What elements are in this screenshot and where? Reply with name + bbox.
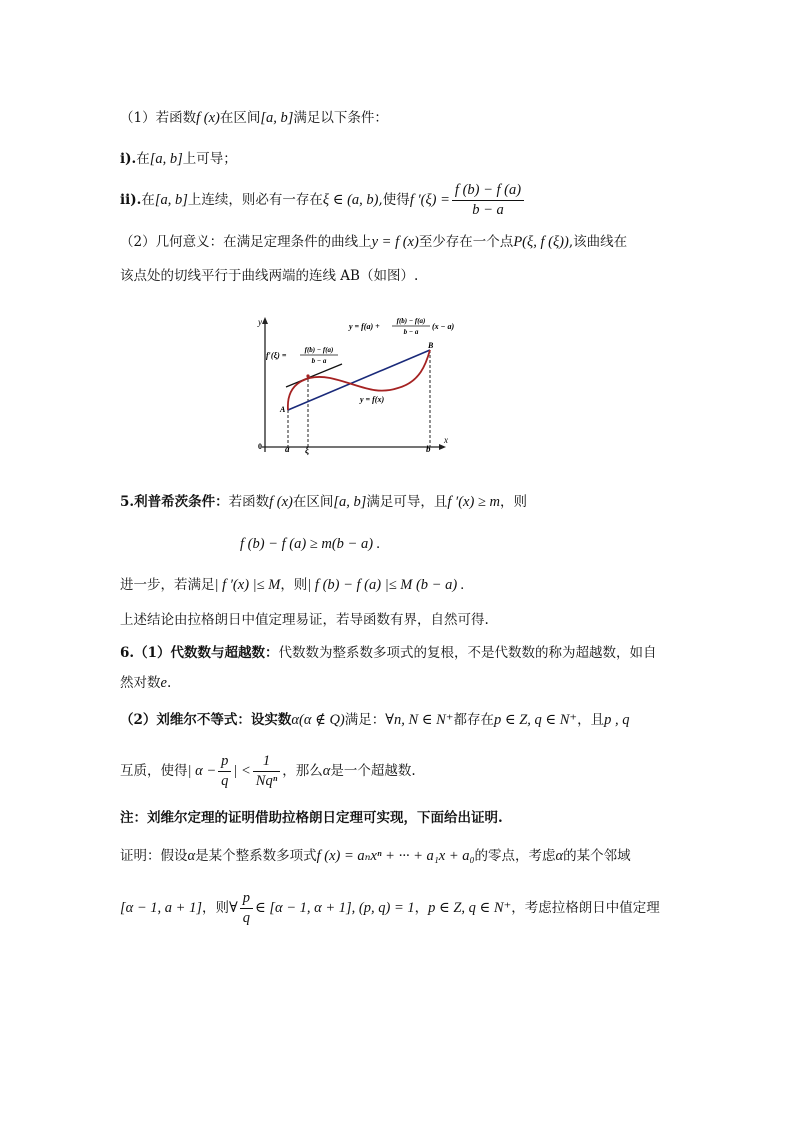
text: 若函数 bbox=[228, 494, 270, 510]
math-poly: f (x) = aₙxⁿ + ··· + a₁x + a₀ bbox=[316, 848, 475, 864]
text: 在 bbox=[141, 192, 155, 208]
text: 满足可导，且 bbox=[366, 494, 448, 510]
tangent-frac-num: f(b) − f(a) bbox=[304, 346, 334, 354]
text: （1）若函数 bbox=[120, 110, 197, 126]
text: . bbox=[166, 675, 172, 691]
mean-value-figure bbox=[256, 312, 456, 458]
para-proof-start bbox=[120, 846, 631, 866]
math-cond: ∈ [α − 1, α + 1], (p, q) = 1 bbox=[254, 900, 415, 916]
text: 在 bbox=[136, 151, 150, 167]
fraction-pq bbox=[218, 752, 231, 791]
text: 上可导； bbox=[182, 151, 237, 167]
tangent-line bbox=[286, 364, 342, 387]
para-liouville-note bbox=[120, 808, 503, 828]
math-fprime: f ′(ξ) = bbox=[409, 192, 450, 208]
text: 然对数 bbox=[120, 675, 161, 691]
text: ，则 bbox=[201, 900, 229, 916]
para-lipschitz bbox=[120, 492, 527, 512]
text: 进一步，若满足 bbox=[120, 577, 215, 593]
tangent-frac-den: b − a bbox=[311, 357, 327, 365]
point-a-label: A bbox=[280, 405, 286, 414]
fraction-pq bbox=[240, 889, 253, 928]
math-abs-close: | < bbox=[233, 763, 251, 779]
text: ，则 bbox=[280, 577, 308, 593]
math-alpha: α bbox=[187, 848, 196, 864]
para-lipschitz-result bbox=[240, 534, 380, 554]
text: ，且 bbox=[577, 712, 605, 728]
para-algebraic-numbers bbox=[120, 643, 657, 663]
para-geometric-meaning bbox=[120, 232, 627, 252]
text: ，那么 bbox=[282, 763, 323, 779]
math-pq: p , q bbox=[604, 712, 630, 728]
fraction bbox=[452, 181, 524, 220]
curve-label: y = f(x) bbox=[360, 395, 385, 404]
text: 代数数为整系数多项式的复根，不是代数数的称为超越数，如自 bbox=[278, 645, 657, 661]
frac-den: q bbox=[242, 910, 250, 926]
math-cond: p ∈ Z, q ∈ N⁺ bbox=[493, 712, 578, 728]
secant-tail: (x − a) bbox=[432, 322, 455, 331]
math-xi: ξ ∈ (a, b) bbox=[322, 192, 379, 208]
text: 满足以下条件： bbox=[293, 110, 388, 126]
math-alpha: α bbox=[555, 848, 564, 864]
tangent-point bbox=[306, 374, 309, 377]
point-b-label: B bbox=[428, 341, 434, 350]
fraction-bound bbox=[253, 752, 281, 791]
text: 至少存在一个点 bbox=[418, 234, 514, 250]
math-abs-open: | α − bbox=[187, 763, 217, 779]
math-e: e bbox=[160, 675, 167, 691]
math-cond: f ′(x) ≥ m bbox=[447, 494, 500, 510]
y-axis-arrow bbox=[262, 317, 268, 324]
text: （2）刘维尔不等式：设实数 bbox=[120, 712, 292, 728]
math-alpha: α bbox=[322, 763, 331, 779]
section-title: （1）代数数与超越数： bbox=[134, 645, 279, 661]
text: ， bbox=[414, 900, 429, 916]
frac-num: p bbox=[218, 752, 231, 772]
para-liouville bbox=[120, 710, 629, 730]
text: 在区间 bbox=[219, 110, 261, 126]
math-eq: | f (b) − f (a) |≤ M (b − a) . bbox=[307, 577, 465, 593]
text: 在区间 bbox=[292, 494, 334, 510]
axis-y-label: y bbox=[258, 317, 262, 327]
para-lipschitz-bounded bbox=[120, 575, 464, 595]
section-title: 利普希茨条件： bbox=[134, 494, 229, 510]
para-liouville-inequality bbox=[120, 752, 416, 791]
para-tangent-parallel bbox=[120, 266, 418, 286]
text: ,使得 bbox=[378, 192, 410, 208]
text: ，考虑拉格朗日中值定理 bbox=[511, 900, 660, 916]
text: 注：刘维尔定理的证明借助拉格朗日定理可实现，下面给出证明. bbox=[120, 810, 503, 826]
text: 互质，使得 bbox=[120, 763, 188, 779]
math-interval: [a, b] bbox=[260, 110, 294, 126]
frac-den: q bbox=[221, 773, 229, 789]
secant-frac-num: f(b) − f(a) bbox=[396, 317, 426, 325]
text: 都存在 bbox=[453, 712, 494, 728]
text: 上述结论由拉格朗日中值定理易证，若导函数有界，自然可得. bbox=[120, 612, 489, 628]
text: 该点处的切线平行于曲线两端的连线 AB（如图）. bbox=[120, 268, 419, 284]
text: 是一个超越数. bbox=[330, 763, 416, 779]
label-i: i). bbox=[120, 151, 137, 167]
text: ,该曲线在 bbox=[568, 234, 628, 250]
axis-x-label: x bbox=[444, 435, 448, 445]
para-condition-ii bbox=[120, 181, 526, 220]
math-interval: [a, b] bbox=[149, 151, 183, 167]
tick-a-label: a bbox=[285, 444, 290, 454]
text: ，则 bbox=[500, 494, 527, 510]
frac-num: p bbox=[240, 889, 253, 909]
label-ii: ii). bbox=[120, 192, 142, 208]
frac-num: f (b) − f (a) bbox=[452, 181, 524, 201]
tick-b-label: b bbox=[426, 444, 431, 454]
tangent-label: f′(ξ) = bbox=[266, 351, 287, 360]
tick-xi-label: ξ bbox=[305, 445, 310, 455]
math-forall: ∀ bbox=[228, 900, 238, 916]
math-cond2: p ∈ Z, q ∈ N⁺ bbox=[428, 900, 512, 916]
text: 的零点，考虑 bbox=[474, 848, 556, 864]
para-condition-i bbox=[120, 149, 237, 169]
math-interval: [α − 1, a + 1] bbox=[120, 900, 202, 916]
secant-frac-den: b − a bbox=[403, 328, 419, 336]
secant-label: y = f(a) + bbox=[349, 322, 380, 331]
math-interval: [a, b] bbox=[333, 494, 367, 510]
text: 上连续，则必有一存在 bbox=[187, 192, 323, 208]
frac-den: Nqⁿ bbox=[255, 773, 278, 789]
math-alpha: α(α ∉ Q) bbox=[291, 712, 345, 728]
text: 是某个整系数多项式 bbox=[195, 848, 317, 864]
math-cond: | f ′(x) |≤ M bbox=[214, 577, 281, 593]
text: （2）几何意义：在满足定理条件的曲线上 bbox=[120, 234, 372, 250]
math-fx: f (x) bbox=[196, 110, 220, 126]
text: 证明：假设 bbox=[120, 848, 188, 864]
secant-line-ab bbox=[288, 350, 430, 410]
math-eq: f (b) − f (a) ≥ m(b − a) . bbox=[240, 536, 381, 552]
para-lagrange-condition-intro bbox=[120, 108, 388, 128]
text: 满足： bbox=[344, 712, 386, 728]
math-point: P(ξ, f (ξ)) bbox=[513, 234, 569, 250]
section-number: 5. bbox=[120, 494, 135, 510]
math-forall: ∀n, N ∈ N⁺ bbox=[385, 712, 454, 728]
frac-num: 1 bbox=[253, 752, 281, 772]
origin-label: 0 bbox=[258, 442, 262, 451]
math-eq: y = f (x) bbox=[371, 234, 419, 250]
para-proof-note bbox=[120, 610, 489, 630]
frac-den: b − a bbox=[472, 202, 504, 218]
math-interval: [a, b] bbox=[154, 192, 188, 208]
math-fx: f (x) bbox=[269, 494, 293, 510]
para-natural-log bbox=[120, 673, 171, 693]
section-number: 6. bbox=[120, 645, 135, 661]
para-proof-neighborhood bbox=[120, 889, 660, 928]
text: 的某个邻域 bbox=[563, 848, 631, 864]
